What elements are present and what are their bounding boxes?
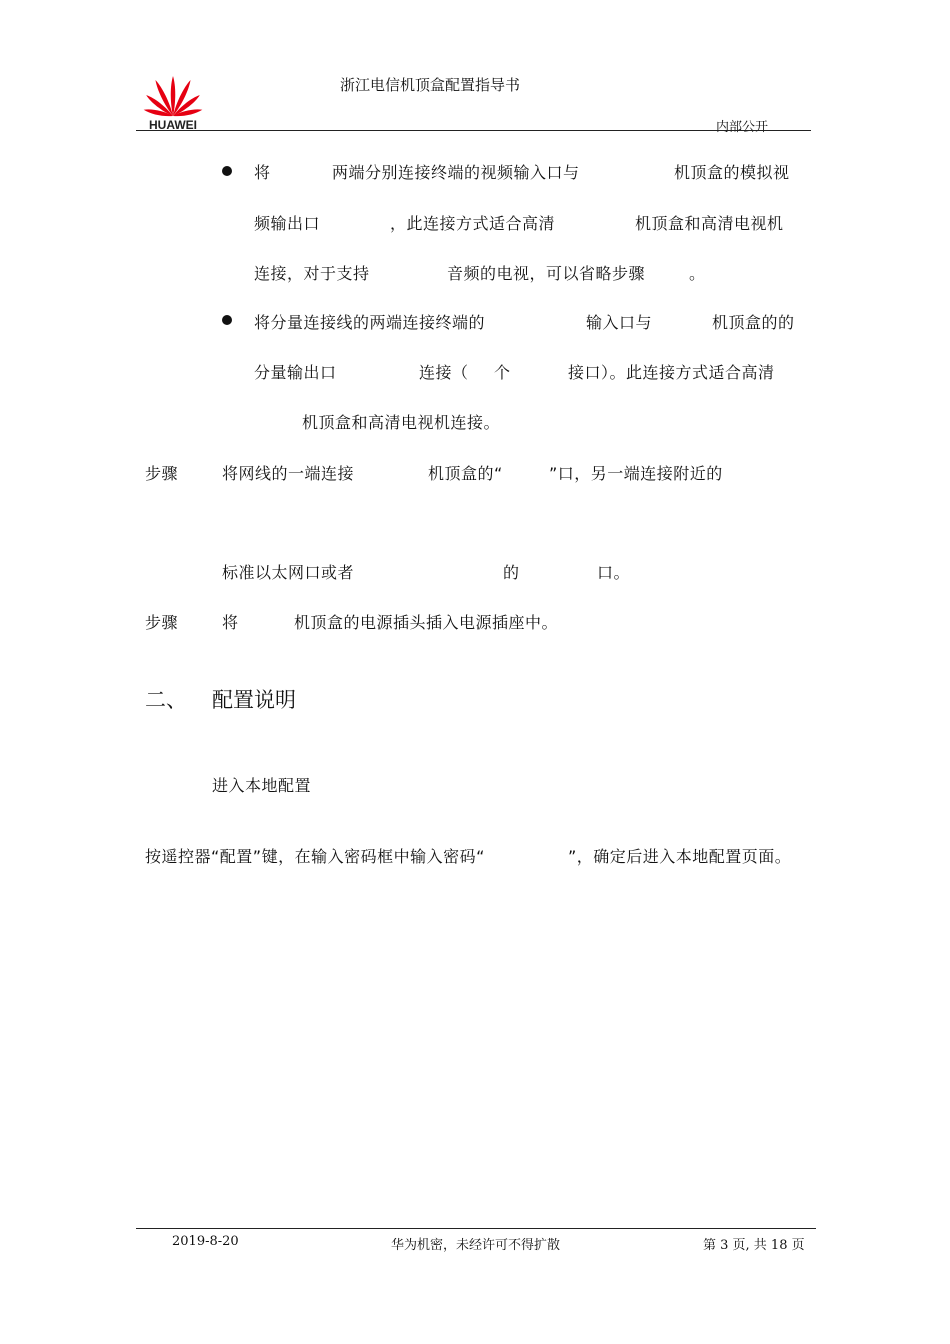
bullet1-line1-b: 两端分别连接终端的视频输入口与 xyxy=(332,163,580,182)
footer-page-number: 第 3 页, 共 18 页 xyxy=(703,1238,805,1253)
paragraph-b: ”，确定后进入本地配置页面。 xyxy=(568,847,792,866)
footer-rule xyxy=(136,1228,816,1229)
bullet2-line1-c: 机顶盒的的 xyxy=(712,313,795,332)
document-title: 浙江电信机顶盒配置指导书 xyxy=(340,76,521,94)
step-network-a: 将网线的一端连接 xyxy=(222,464,355,483)
paragraph-a: 按遥控器“配置”键，在输入密码框中输入密码“ xyxy=(145,847,485,866)
bullet2-line3: 机顶盒和高清电视机连接。 xyxy=(302,413,501,432)
logo-wordmark: HUAWEI xyxy=(149,118,197,132)
bullet1-line1-c: 机顶盒的模拟视 xyxy=(674,163,790,182)
huawei-petals-icon xyxy=(140,70,206,120)
bullet1-line1-a: 将 xyxy=(254,163,271,182)
bullet2-line2-c: 个 xyxy=(494,363,511,382)
step-power-b: 机顶盒的电源插头插入电源插座中。 xyxy=(294,613,559,632)
step-label: 步骤 xyxy=(145,613,179,632)
subheading: 进入本地配置 xyxy=(212,776,312,795)
section-title: 配置说明 xyxy=(212,688,296,712)
step-network-cont-c: 口。 xyxy=(597,563,631,582)
bullet1-line3-c: 。 xyxy=(689,264,706,283)
step-network-c: ”口，另一端连接附近的 xyxy=(549,464,723,483)
footer-date: 2019-8-20 xyxy=(172,1234,239,1249)
footer-confidential: 华为机密，未经许可不得扩散 xyxy=(391,1238,561,1253)
bullet2-line2-b: 连接（ xyxy=(419,363,469,382)
bullet2-line1-b: 输入口与 xyxy=(586,313,653,332)
header-rule xyxy=(136,130,811,131)
bullet2-line1-a: 将分量连接线的两端连接终端的 xyxy=(254,313,486,332)
bullet1-line2-a: 频输出口 xyxy=(254,214,321,233)
section-number: 二、 xyxy=(145,688,187,712)
step-label: 步骤 xyxy=(145,464,179,483)
bullet1-line2-b: ，此连接方式适合高清 xyxy=(390,214,556,233)
huawei-logo xyxy=(140,70,206,132)
step-network-cont-a: 标准以太网口或者 xyxy=(222,563,355,582)
step-network-cont-b: 的 xyxy=(503,563,520,582)
bullet-icon xyxy=(222,315,232,325)
step-power-a: 将 xyxy=(222,613,239,632)
step-network-b: 机顶盒的“ xyxy=(428,464,503,483)
bullet2-line2-a: 分量输出口 xyxy=(254,363,337,382)
bullet1-line3-b: 音频的电视，可以省略步骤 xyxy=(447,264,646,283)
bullet1-line3-a: 连接，对于支持 xyxy=(254,264,370,283)
bullet1-line2-c: 机顶盒和高清电视机 xyxy=(635,214,784,233)
bullet2-line2-d: 接口）。此连接方式适合高清 xyxy=(568,363,775,382)
bullet-icon xyxy=(222,166,232,176)
classification-label: 内部公开 xyxy=(716,120,769,135)
